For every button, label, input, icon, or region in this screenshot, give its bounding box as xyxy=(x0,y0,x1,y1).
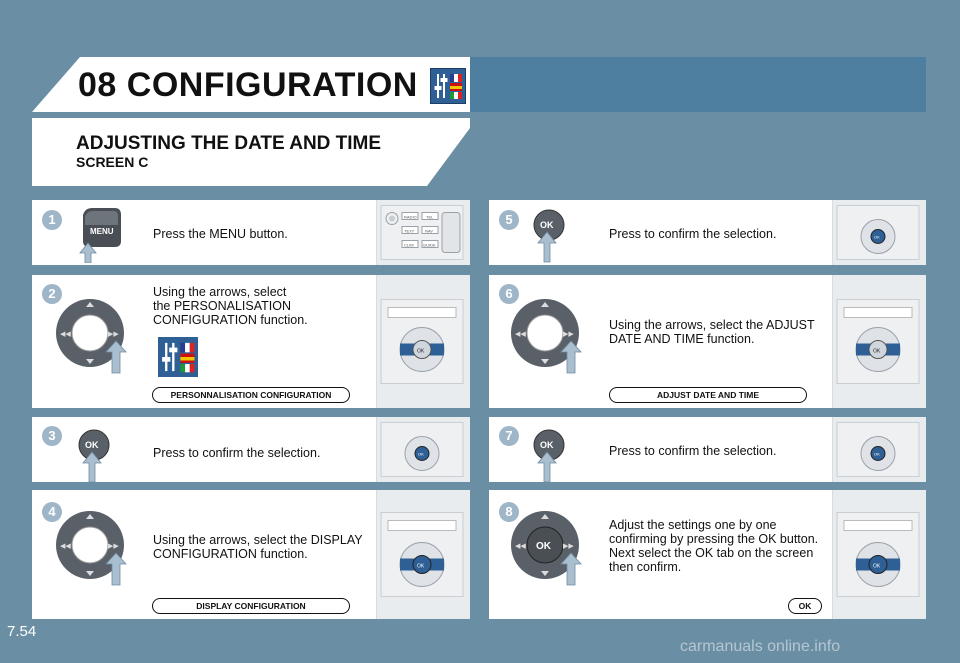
svg-text:▶▶: ▶▶ xyxy=(108,331,119,338)
control-panel-icon xyxy=(380,421,464,478)
svg-text:▶▶: ▶▶ xyxy=(563,331,574,338)
step-text: Press to confirm the selection. xyxy=(153,446,321,460)
step-text: Using the arrows, select the PERSONALISATION CONFIGURATION function. xyxy=(153,285,308,327)
control-panel-icon xyxy=(836,204,920,261)
step-2 xyxy=(32,275,470,408)
step-number: 4 xyxy=(42,502,62,522)
svg-text:▶▶: ▶▶ xyxy=(563,543,574,550)
svg-text:◀◀: ◀◀ xyxy=(60,331,71,338)
clim-label: CLIM xyxy=(404,242,414,248)
header-band xyxy=(470,57,926,112)
ok-button-icon xyxy=(529,205,569,268)
step-4 xyxy=(32,490,470,619)
text-label: TEXT xyxy=(404,228,415,234)
step-8 xyxy=(489,490,926,619)
page-title: 08 CONFIGURATION xyxy=(78,66,418,104)
control-panel-icon xyxy=(380,494,464,615)
step-text: Press to confirm the selection. xyxy=(609,227,777,241)
panel-thumbnail xyxy=(832,200,926,265)
page-number: 7.54 xyxy=(7,623,37,640)
step-number: 6 xyxy=(499,284,519,304)
step-number: 8 xyxy=(499,502,519,522)
control-panel-icon xyxy=(380,279,464,404)
control-panel-icon xyxy=(836,421,920,478)
svg-text:OK: OK xyxy=(417,348,425,355)
step-text: Using the arrows, select the ADJUST DATE AND TIME function. xyxy=(609,318,815,346)
navigation-arrows-icon xyxy=(54,507,134,592)
configuration-icon xyxy=(430,68,466,104)
svg-text:OK: OK xyxy=(418,451,424,457)
navigation-arrows-icon xyxy=(509,295,589,380)
ok-label: OK xyxy=(85,440,99,450)
step-text: Press the MENU button. xyxy=(153,227,288,241)
radio-label: RADIO xyxy=(404,214,417,220)
ok-button-icon xyxy=(529,425,569,488)
step-number: 7 xyxy=(499,426,519,446)
step-text: Using the arrows, select the DISPLAY CONFIGURATION function. xyxy=(153,533,363,561)
menu-label: MENU xyxy=(90,227,114,236)
navigation-arrows-icon xyxy=(54,295,134,380)
step-number: 3 xyxy=(42,426,62,446)
panel-thumbnail xyxy=(832,417,926,482)
ok-tag: OK xyxy=(788,598,822,614)
ok-label: OK xyxy=(540,440,554,450)
panel-thumbnail xyxy=(376,200,470,265)
step-1 xyxy=(32,200,470,265)
svg-text:◀◀: ◀◀ xyxy=(515,543,526,550)
svg-text:OK: OK xyxy=(874,451,880,457)
navigation-arrows-ok-icon xyxy=(509,507,589,592)
control-panel-icon xyxy=(836,494,920,615)
ok-label: OK xyxy=(536,541,551,552)
ok-button-icon xyxy=(74,425,114,488)
watermark: carmanuals online.info xyxy=(680,638,841,655)
ok-label: OK xyxy=(540,220,554,230)
menu-tag: PERSONNALISATION CONFIGURATION xyxy=(152,387,350,403)
section-subtitle: SCREEN C xyxy=(76,154,149,170)
menu-button-icon xyxy=(77,205,125,268)
personalisation-configuration-icon xyxy=(158,337,198,382)
panel-thumbnail xyxy=(376,417,470,482)
step-number: 2 xyxy=(42,284,62,304)
section-title: ADJUSTING THE DATE AND TIME xyxy=(76,133,382,154)
step-text: Adjust the settings one by one confirming by pressing the OK button. Next select the OK tab on the screen then confirm. xyxy=(609,518,819,574)
nav-label: NAV xyxy=(425,228,433,234)
menu-tag: DISPLAY CONFIGURATION xyxy=(152,598,350,614)
panel-thumbnail xyxy=(376,275,470,408)
radio-panel-icon xyxy=(380,204,464,261)
svg-text:OK: OK xyxy=(874,234,880,240)
step-number: 5 xyxy=(499,210,519,230)
svg-text:▶▶: ▶▶ xyxy=(108,543,119,550)
control-panel-icon xyxy=(836,279,920,404)
step-5 xyxy=(489,200,926,265)
svg-text:OK: OK xyxy=(873,563,881,570)
step-3 xyxy=(32,417,470,482)
panel-thumbnail xyxy=(832,275,926,408)
panel-thumbnail xyxy=(832,490,926,619)
step-7 xyxy=(489,417,926,482)
step-text: Press to confirm the selection. xyxy=(609,444,777,458)
step-6 xyxy=(489,275,926,408)
svg-text:◀◀: ◀◀ xyxy=(60,543,71,550)
step-number: 1 xyxy=(42,210,62,230)
panel-thumbnail xyxy=(376,490,470,619)
guide-label: GUIDE xyxy=(423,242,436,248)
svg-text:OK: OK xyxy=(417,563,425,570)
tel-label: TEL xyxy=(426,214,434,220)
svg-text:◀◀: ◀◀ xyxy=(515,331,526,338)
menu-tag: ADJUST DATE AND TIME xyxy=(609,387,807,403)
svg-text:OK: OK xyxy=(873,348,881,355)
